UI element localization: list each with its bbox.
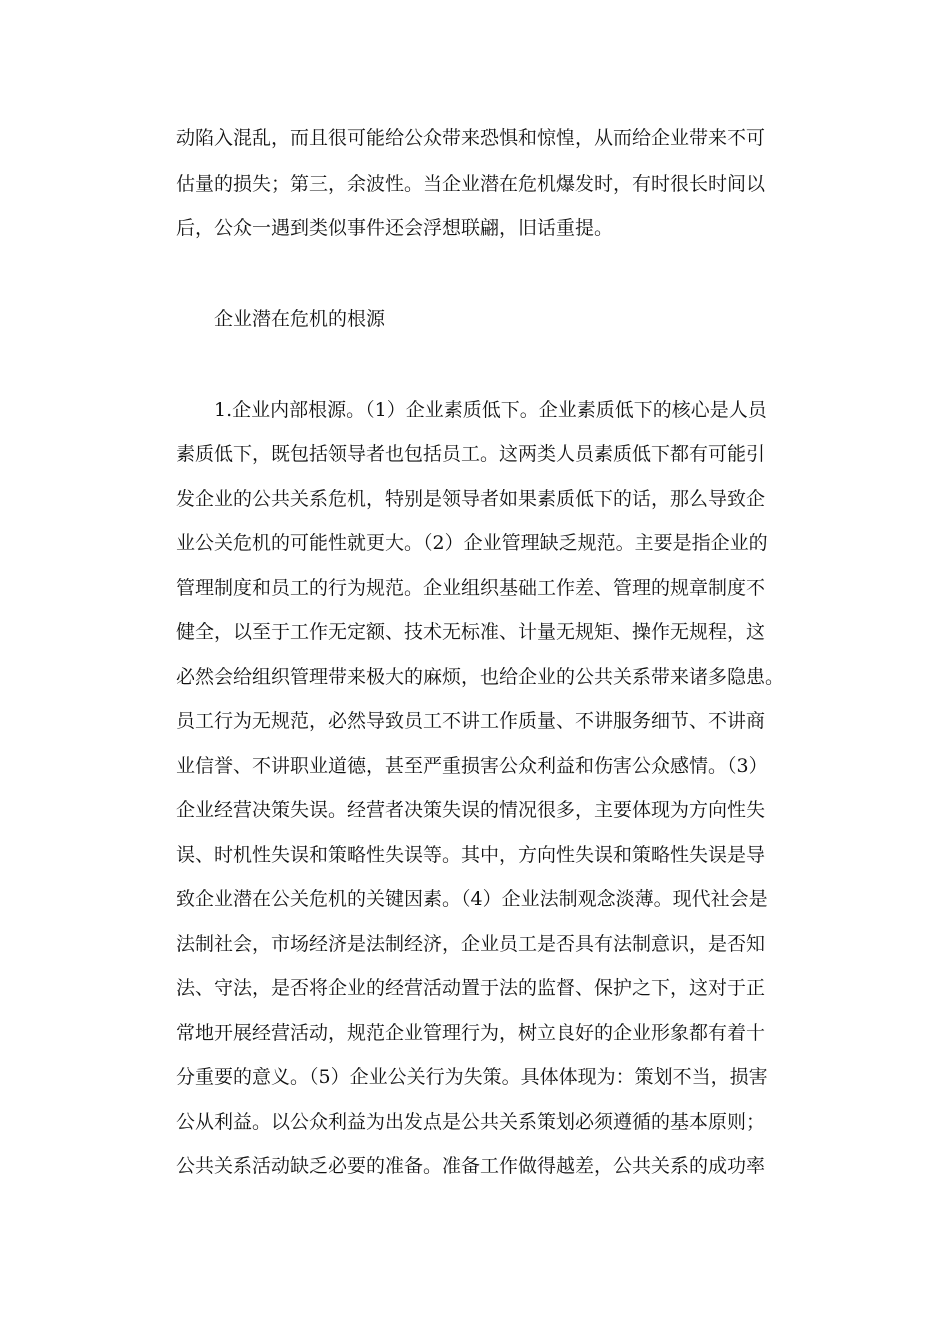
body-line-15: 常地开展经营活动，规范企业管理行为，树立良好的企业形象都有着十: [176, 1022, 766, 1044]
body-line-12: 致企业潜在公关危机的关键因素。（4）企业法制观念淡薄。现代社会是: [176, 888, 768, 910]
body-line-4: 业公关危机的可能性就更大。（2）企业管理缺乏规范。主要是指企业的: [176, 532, 768, 554]
body-line-18: 公共关系活动缺乏必要的准备。准备工作做得越差，公共关系的成功率: [176, 1155, 766, 1177]
body-line-2: 素质低下，既包括领导者也包括员工。这两类人员素质低下都有可能引: [176, 443, 766, 465]
body-line-10: 企业经营决策失误。经营者决策失误的情况很多，主要体现为方向性失: [176, 799, 766, 821]
body-line-14: 法、守法，是否将企业的经营活动置于法的监督、保护之下，这对于正: [176, 977, 766, 999]
intro-line-1: 动陷入混乱，而且很可能给公众带来恐惧和惊惶，从而给企业带来不可: [176, 127, 766, 149]
body-line-16: 分重要的意义。（5）企业公关行为失策。具体体现为：策划不当，损害: [176, 1066, 768, 1088]
body-line-11: 误、时机性失误和策略性失误等。其中，方向性失误和策略性失误是导: [176, 844, 766, 866]
body-line-9: 业信誉、不讲职业道德，甚至严重损害公众利益和伤害公众感情。（3）: [176, 755, 768, 777]
intro-line-3: 后，公众一遇到类似事件还会浮想联翩，旧话重提。: [176, 217, 614, 239]
body-line-17: 公从利益。以公众利益为出发点是公共关系策划必须遵循的基本原则；: [176, 1111, 766, 1133]
body-line-13: 法制社会，市场经济是法制经济，企业员工是否具有法制意识，是否知: [176, 933, 766, 955]
section-heading: 企业潜在危机的根源: [214, 308, 386, 330]
body-line-6: 健全，以至于工作无定额、技术无标准、计量无规矩、操作无规程，这: [176, 621, 766, 643]
body-line-5: 管理制度和员工的行为规范。企业组织基础工作差、管理的规章制度不: [176, 577, 766, 599]
body-line-7: 必然会给组织管理带来极大的麻烦，也给企业的公共关系带来诸多隐患。: [176, 666, 785, 688]
body-line-3: 发企业的公共关系危机，特别是领导者如果素质低下的话，那么导致企: [176, 488, 766, 510]
body-line-8: 员工行为无规范，必然导致员工不讲工作质量、不讲服务细节、不讲商: [176, 710, 766, 732]
intro-line-2: 估量的损失；第三，余波性。当企业潜在危机爆发时，有时很长时间以: [176, 173, 766, 195]
body-line-1: 1.企业内部根源。（1）企业素质低下。企业素质低下的核心是人员: [214, 399, 767, 421]
